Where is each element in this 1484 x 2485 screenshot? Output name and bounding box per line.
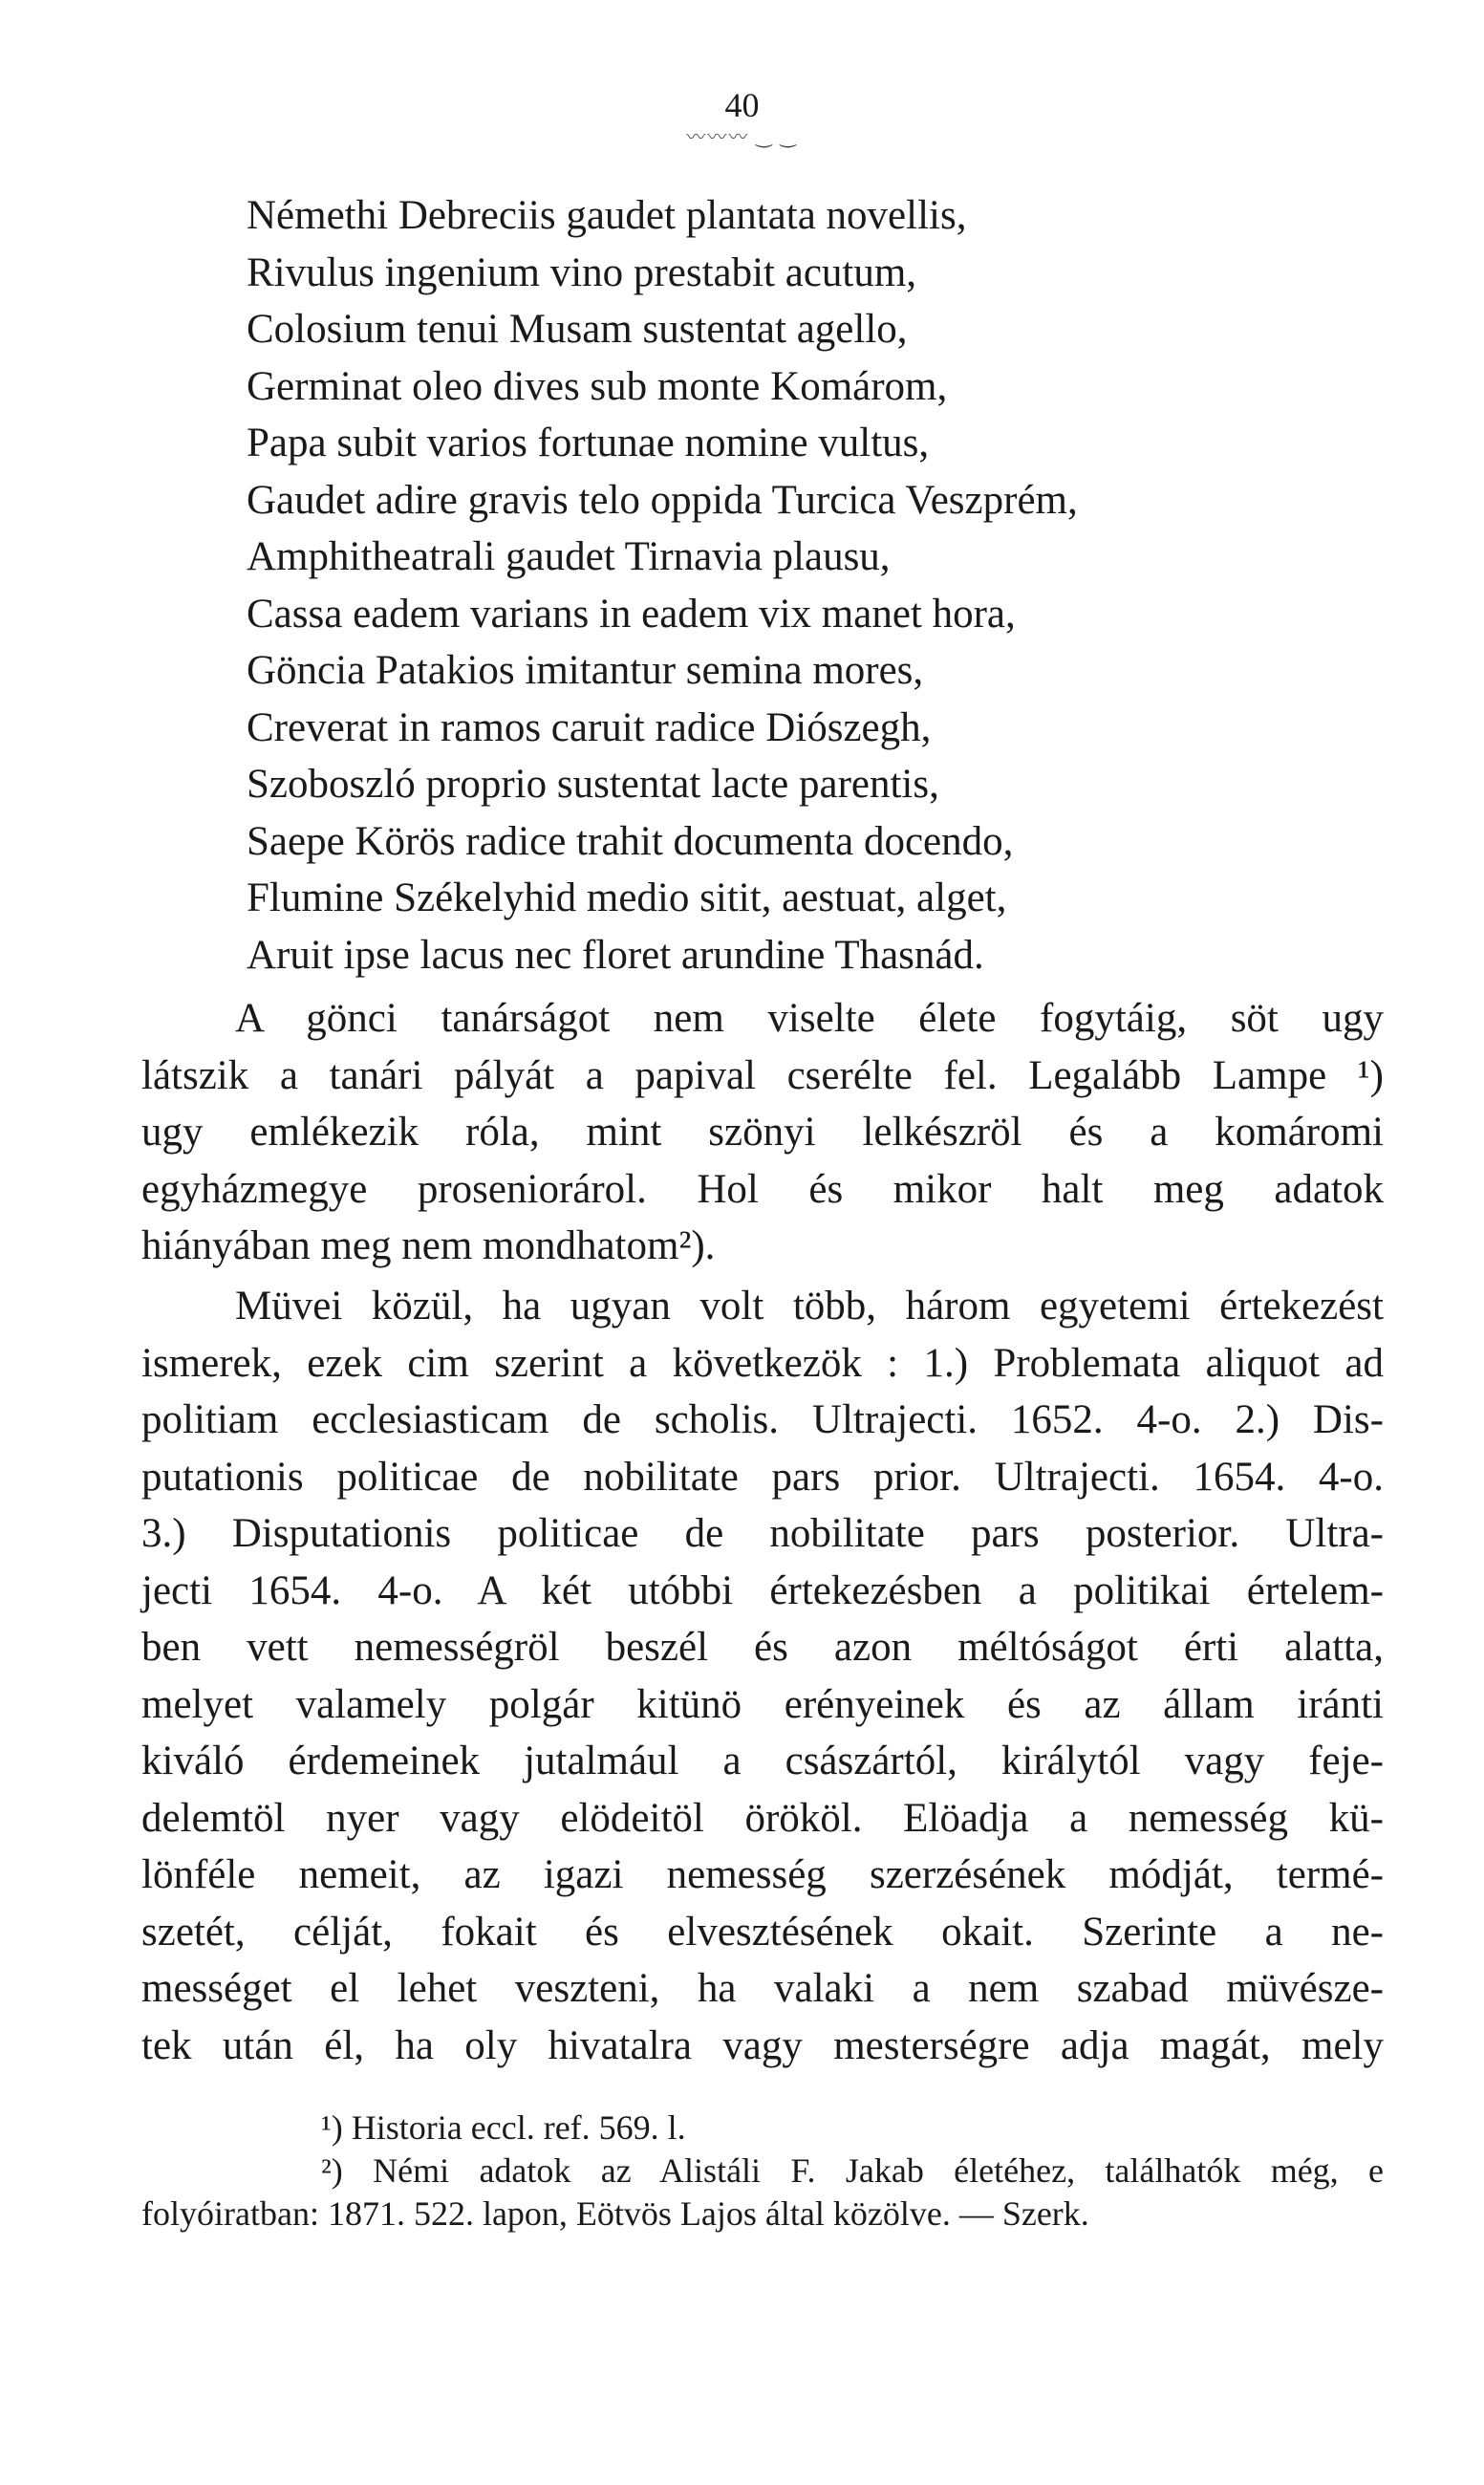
paragraph-works xyxy=(141,1278,1384,2074)
prose-line: lönféle nemeit, az igazi nemesség szerzésének módját, termé- xyxy=(141,1852,1384,1897)
poem-line: Rivulus ingenium vino prestabit acutum, xyxy=(247,249,917,295)
poem-line: Colosium tenui Musam sustentat agello, xyxy=(247,307,908,352)
footnotes xyxy=(141,2107,1384,2236)
prose-line: delemtöl nyer vagy elödeitöl örököl. Elöadja a nemesség kü- xyxy=(141,1795,1384,1841)
prose-line: Müvei közül, ha ugyan volt több, három egyetemi értekezést xyxy=(235,1284,1384,1329)
poem-line: Némethi Debreciis gaudet plantata novellis, xyxy=(247,193,967,238)
poem-line: Papa subit varios fortunae nomine vultus, xyxy=(247,421,930,465)
poem-line: Saepe Körös radice trahit documenta docendo, xyxy=(247,818,1014,864)
poem-line: Amphitheatrali gaudet Tirnavia plausu, xyxy=(247,534,891,579)
prose-line: ugy emlékezik róla, mint szönyi lelkészröl és a komáromi xyxy=(141,1110,1384,1155)
paragraph-goenc-teaching xyxy=(141,990,1384,1275)
prose-line: kiváló érdemeinek jutalmául a császártól, királytól vagy feje- xyxy=(141,1739,1384,1783)
poem-line: Gaudet adire gravis telo oppida Turcica Veszprém, xyxy=(247,477,1078,523)
prose-line: jecti 1654. 4-o. A két utóbbi értekezésben a politikai értelem- xyxy=(141,1567,1384,1613)
poem-line: Creverat in ramos caruit radice Diószegh, xyxy=(247,704,932,750)
prose-line: szetét, célját, fokait és elvesztésének okait. Szerinte a ne- xyxy=(141,1909,1384,1955)
footnote-2-continued: folyóiratban: 1871. 522. lapon, Eötvös Lajos által közölve. — Szerk. xyxy=(141,2194,1089,2233)
footnote-2: ²) Némi adatok az Alistáli F. Jakab életéhez, találhatók még, e xyxy=(321,2151,1384,2190)
ornament-rule: 〰〰〰 ‿ ‿ xyxy=(686,127,798,148)
prose-line: 3.) Disputationis politicae de nobilitate pars posterior. Ultra- xyxy=(141,1511,1384,1556)
poem-line: Szoboszló proprio sustentat lacte parentis, xyxy=(247,762,939,807)
prose-line: politiam ecclesiasticam de scholis. Ultrajecti. 1652. 4-o. 2.) Dis- xyxy=(141,1397,1384,1442)
prose-line: ismerek, ezek cim szerint a következök : 1.) Problemata aliquot ad xyxy=(141,1340,1384,1386)
prose-line: putationis politicae de nobilitate pars prior. Ultrajecti. 1654. 4-o. xyxy=(141,1454,1384,1500)
prose-line: látszik a tanári pályát a papival cserélte fel. Legalább Lampe ¹) xyxy=(141,1052,1384,1098)
prose-line: A gönci tanárságot nem viselte élete fogytáig, söt ugy xyxy=(235,996,1384,1041)
poem-line: Göncia Patakios imitantur semina mores, xyxy=(247,648,924,693)
poem-line: Aruit ipse lacus nec floret arundine Thasnád. xyxy=(247,932,984,978)
prose-line: melyet valamely polgár kitünö erényeinek és az állam iránti xyxy=(141,1681,1384,1727)
page-number: 40 xyxy=(724,86,760,124)
prose-line: egyházmegye proseniorárol. Hol és mikor halt meg adatok xyxy=(141,1166,1384,1212)
poem-line: Cassa eadem varians in eadem vix manet hora, xyxy=(247,591,1016,637)
poem-line: Germinat oleo dives sub monte Komárom, xyxy=(247,363,948,409)
prose-line: ben vett nemességröl beszél és azon méltóságot érti alatta, xyxy=(141,1625,1384,1670)
latin-poem xyxy=(247,187,1355,983)
poem-line: Flumine Székelyhid medio sitit, aestuat, alget, xyxy=(247,875,1007,920)
prose-line: mességet el lehet veszteni, ha valaki a nem szabad müvésze- xyxy=(141,1966,1384,2011)
prose-line: tek után él, ha oly hivatalra vagy mesterségre adja magát, mely xyxy=(141,2022,1384,2068)
footnote-1: ¹) Historia eccl. ref. 569. l. xyxy=(321,2108,686,2147)
prose-line: hiányában meg nem mondhatom²). xyxy=(141,1223,716,1268)
